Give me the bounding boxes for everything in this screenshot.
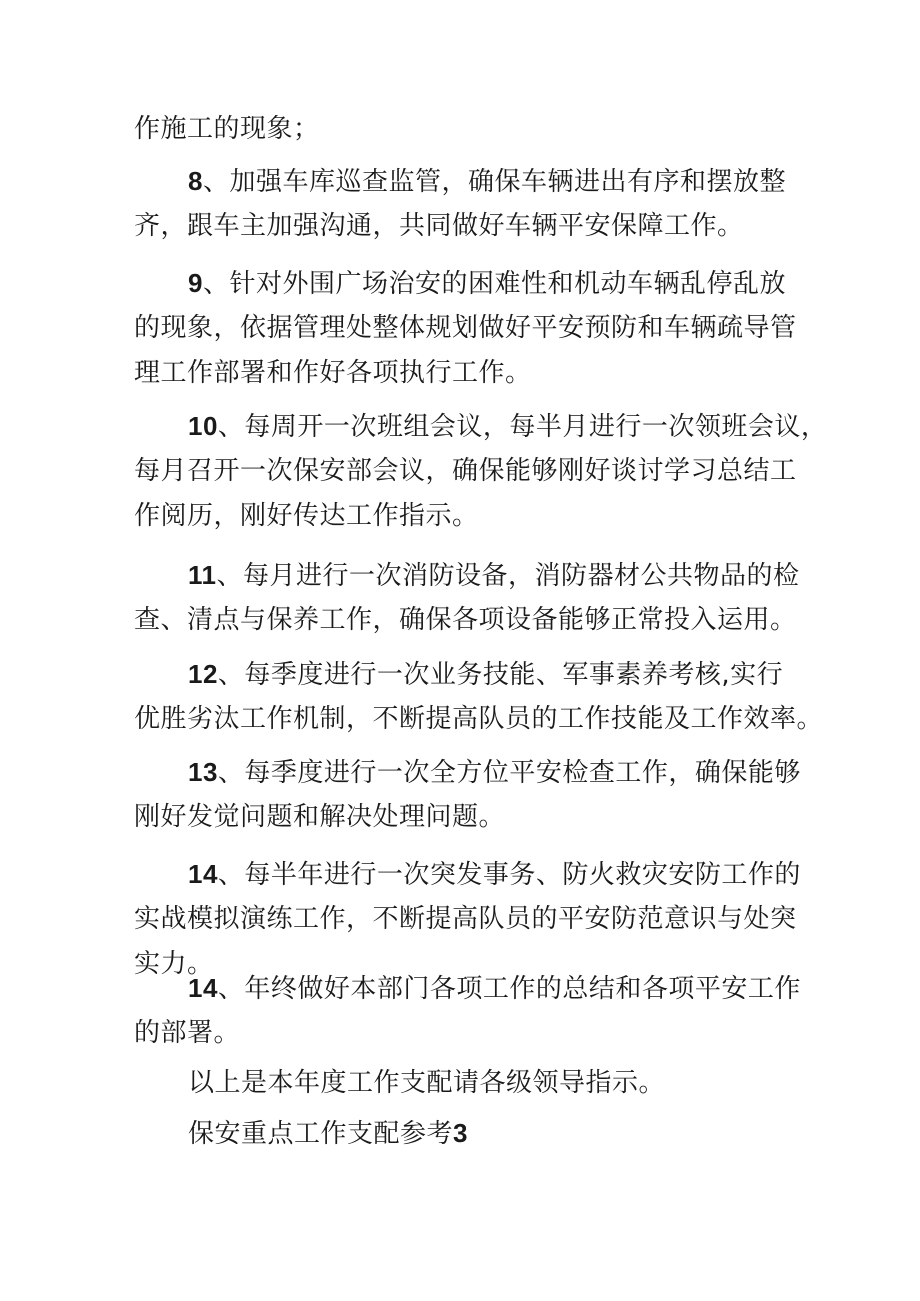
continuation-line: 作施工的现象； — [134, 114, 320, 144]
item-13-text-1: 、每季度进行一次全方位平安检查工作，确保能够 — [217, 758, 801, 788]
continuation-paragraph — [134, 107, 814, 152]
item-9-line-3: 理工作部署和作好各项执行工作。 — [134, 358, 532, 388]
item-14a-line-1 — [134, 852, 814, 897]
item-12-line-2: 优胜劣汰工作机制，不断提高队员的工作技能及工作效率。 — [134, 704, 824, 734]
item-9-number: 9 — [188, 268, 203, 298]
item-13-line-2: 刚好发觉问题和解决处理问题。 — [134, 802, 506, 832]
item-14a-number: 14 — [188, 859, 218, 889]
item-14b-number: 14 — [188, 973, 218, 1003]
item-13-number: 13 — [188, 757, 218, 787]
item-10-text-1: 、每周开一次班组会议，每半月进行一次领班会议， — [217, 412, 828, 442]
item-11-line-1 — [134, 553, 814, 598]
next-section-title-number: 3 — [453, 1118, 468, 1148]
item-13-paragraph — [134, 750, 814, 840]
item-9-text-1: 、针对外围广场治安的困难性和机动车辆乱停乱放 — [202, 269, 786, 299]
item-10-line-1 — [134, 404, 828, 449]
item-14a-line-3: 实力。 — [134, 949, 214, 979]
item-10-number: 10 — [188, 411, 218, 441]
item-14b-line-1 — [134, 966, 814, 1011]
item-12-number: 12 — [188, 659, 218, 689]
item-10-line-2: 每月召开一次保安部会议，确保能够刚好谈讨学习总结工 — [134, 456, 797, 486]
item-14a-text-1: 、每半年进行一次突发事务、防火救灾安防工作的 — [217, 860, 801, 890]
item-10-paragraph — [134, 404, 828, 539]
item-8-line-1 — [134, 159, 814, 204]
next-section-title-text: 保安重点工作支配参考 — [188, 1119, 454, 1149]
item-13-line-1 — [134, 750, 814, 795]
item-8-line-2: 齐，跟车主加强沟通，共同做好车辆平安保障工作。 — [134, 211, 744, 241]
item-12-paragraph — [134, 652, 824, 742]
item-8-paragraph — [134, 159, 814, 249]
item-14b-line-2: 的部署。 — [134, 1018, 241, 1048]
item-8-number: 8 — [188, 166, 203, 196]
closing-statement: 以上是本年度工作支配请各级领导指示。 — [188, 1068, 666, 1098]
item-11-number: 11 — [188, 560, 217, 590]
item-14b-text-1: 、年终做好本部门各项工作的总结和各项平安工作 — [217, 974, 801, 1004]
item-8-text-1: 、加强车库巡查监管，确保车辆进出有序和摆放整 — [202, 167, 786, 197]
item-14b-paragraph — [134, 966, 814, 1056]
item-9-line-1 — [134, 261, 814, 306]
item-9-line-2: 的现象，依据管理处整体规划做好平安预防和车辆疏导管 — [134, 313, 797, 343]
next-section-title — [188, 1111, 468, 1157]
item-10-line-3: 作阅历，刚好传达工作指示。 — [134, 501, 479, 531]
item-12-text-1: 、每季度进行一次业务技能、军事素养考核,实行 — [217, 660, 784, 690]
item-11-line-2: 查、清点与保养工作，确保各项设备能够正常投入运用。 — [134, 605, 797, 635]
item-9-paragraph — [134, 261, 814, 396]
item-12-line-1 — [134, 652, 814, 697]
item-11-text-1: 、每月进行一次消防设备，消防器材公共物品的检 — [216, 561, 800, 591]
item-11-paragraph — [134, 553, 814, 643]
item-14a-line-2: 实战模拟演练工作，不断提高队员的平安防范意识与处突 — [134, 904, 797, 934]
